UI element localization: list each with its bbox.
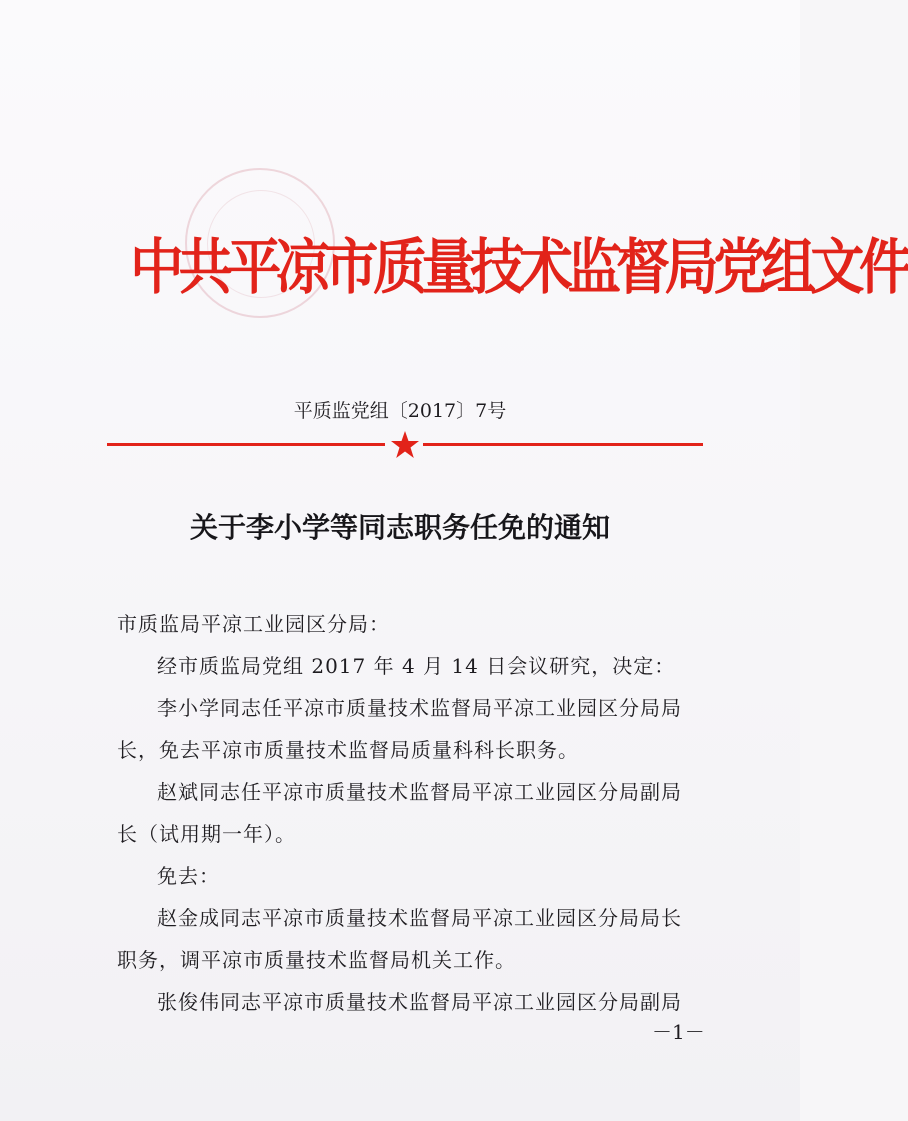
red-star-icon (390, 430, 420, 460)
notice-line-7: 赵金成同志平凉市质量技术监督局平凉工业园区分局局长 (157, 906, 682, 930)
document-number: 平质监党组〔2017〕7号 (293, 400, 507, 422)
notice-line-2: 李小学同志任平凉市质量技术监督局平凉工业园区分局局 (157, 696, 682, 720)
document-red-header: 中共平凉市质量技术监督局党组文件 (130, 233, 908, 303)
notice-line-9: 张俊伟同志平凉市质量技术监督局平凉工业园区分局副局 (157, 990, 682, 1014)
notice-addressee: 市质监局平凉工业园区分局： (117, 612, 390, 636)
red-separator-line (107, 438, 703, 452)
notice-line-1: 经市质监局党组 2017 年 4 月 14 日会议研究，决定： (157, 654, 676, 678)
notice-line-8: 职务，调平凉市质量技术监督局机关工作。 (117, 948, 516, 972)
page-number: －1－ (652, 1020, 705, 1044)
red-separator-left (107, 443, 385, 446)
notice-title: 关于李小学等同志职务任免的通知 (189, 511, 610, 544)
red-separator-right (423, 443, 703, 446)
notice-line-4: 赵斌同志任平凉市质量技术监督局平凉工业园区分局副局 (157, 780, 682, 804)
notice-line-5: 长（试用期一年）。 (117, 822, 296, 846)
notice-line-6: 免去： (157, 864, 220, 888)
notice-line-3: 长，免去平凉市质量技术监督局质量科科长职务。 (117, 738, 579, 762)
